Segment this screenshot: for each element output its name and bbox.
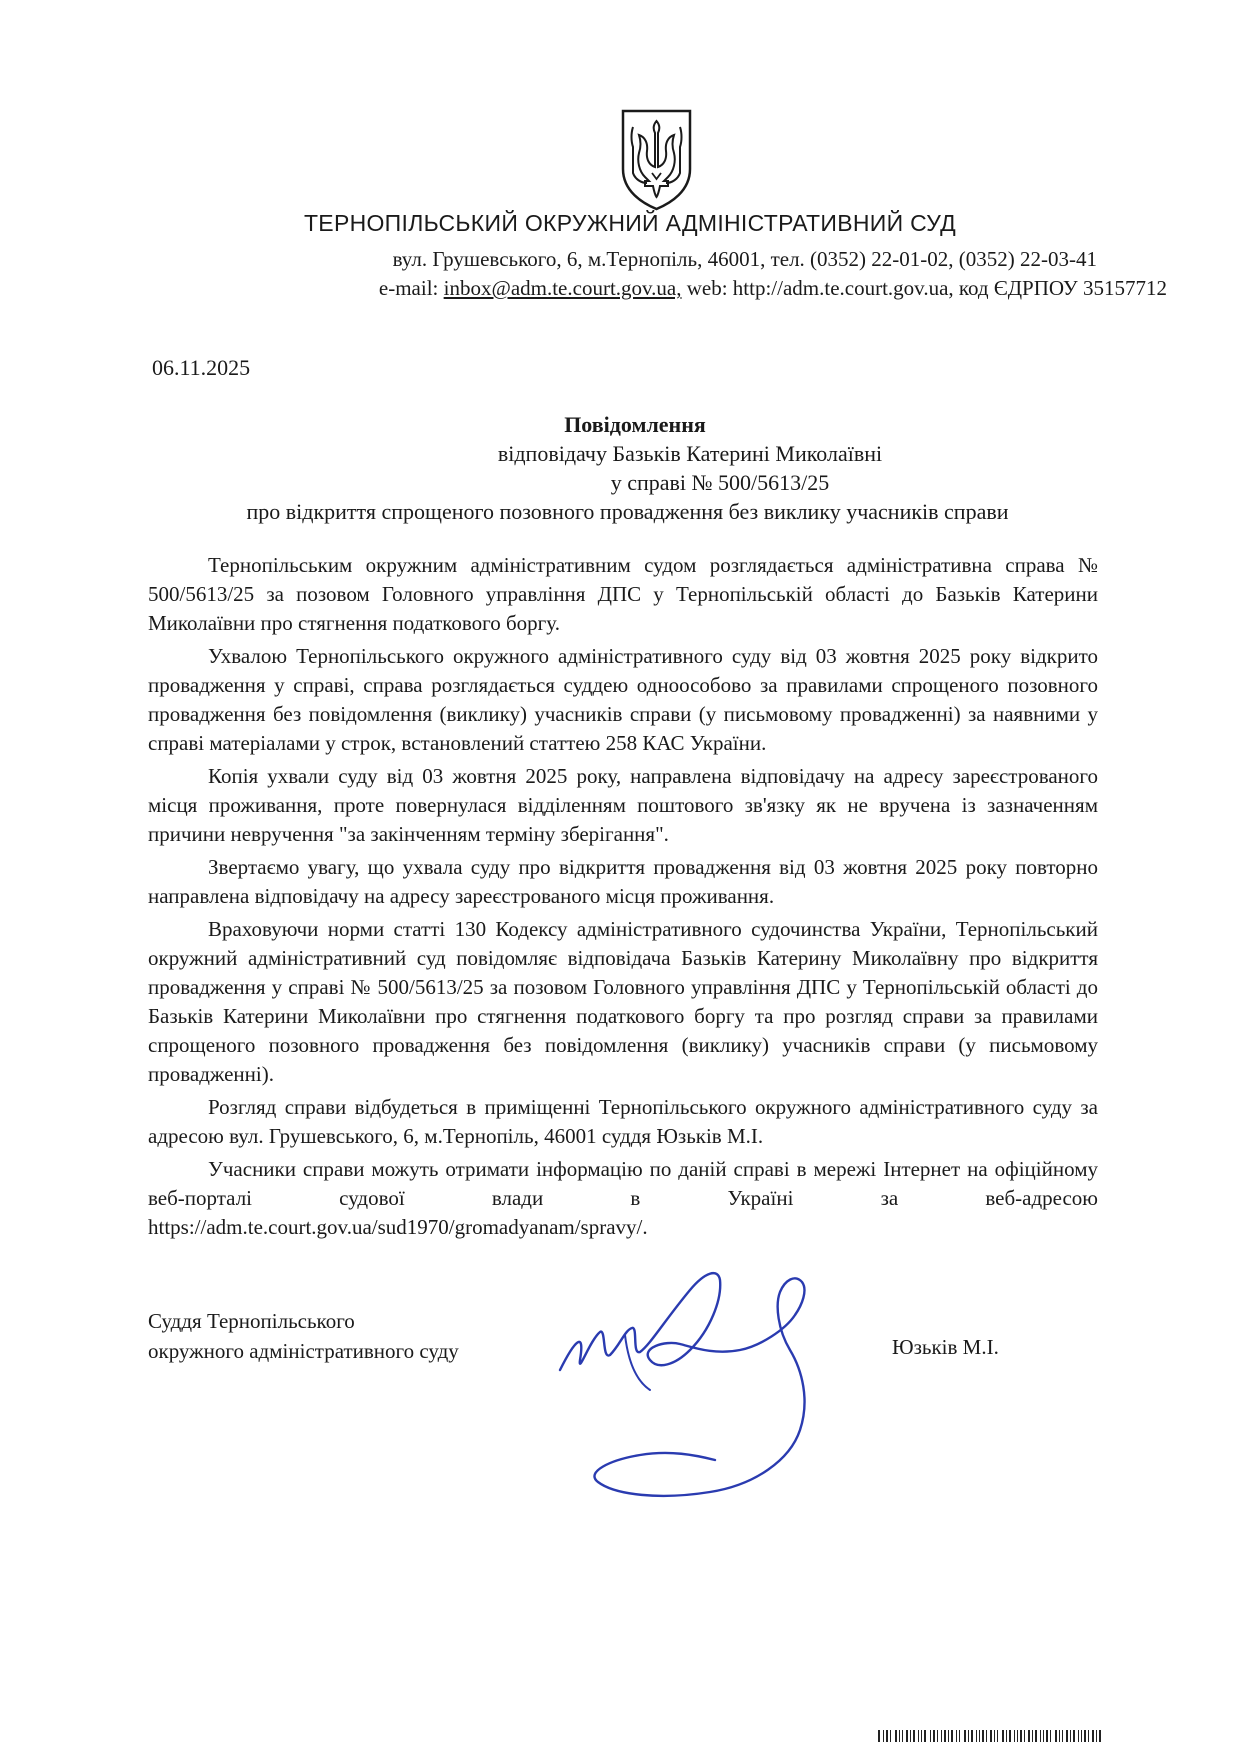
paragraph: Звертаємо увагу, що ухвала суду про відкриття провадження від 03 жовтня 2025 року повторно направлена відповідачу на адресу зареєстрованого місця проживання. <box>148 855 1098 908</box>
paragraph: Тернопільським окружним адміністративним судом розглядається адміністративна справа № 500/5613/25 за позовом Головного управління ДПС у Тернопільській області до Базьків Катерини Миколаївни про стягнення податкового боргу. <box>148 553 1098 635</box>
court-address: вул. Грушевського, 6, м.Тернопіль, 46001, тел. (0352) 22-01-02, (0352) 22-03-41 <box>392 247 1097 271</box>
notice-title-block <box>0 410 1240 526</box>
paragraph: Враховуючи норми статті 130 Кодексу адміністративного судочинства України, Тернопільський окружний адміністративний суд повідомляє відповідача Базьків Катерину Миколаївну про відкриття провадження у справі № 500/5613/25 за позовом Головного управління ДПС у Тернопільській області до Базьків Катерини Миколаївни про стягнення податкового боргу та про розгляд справи за правилами спрощеного позовного провадження без повідомлення (виклику) учасників справи (у письмовому провадженні). <box>148 917 1098 1086</box>
barcode <box>878 1730 1198 1742</box>
judge-position <box>148 1306 459 1366</box>
email-label: e-mail: <box>378 276 444 300</box>
judge-position-line: окружного адміністративного суду <box>148 1339 459 1363</box>
email-link[interactable]: inbox@adm.te.court.gov.ua, <box>443 276 682 300</box>
notice-recipient: відповідачу Базьків Катерині Миколаївні <box>497 441 883 466</box>
paragraph: Учасники справи можуть отримати інформацію по даній справі в мережі Інтернет на офіційному веб-порталі судової влади в Україні за веб-адресою https://adm.te.court.gov.ua/sud1970/gromadyanam/spravy/. <box>148 1157 1098 1239</box>
paragraph: Розгляд справи відбудеться в приміщенні Тернопільського окружного адміністративного суду за адресою вул. Грушевського, 6, м.Тернопіль, 46001 суддя Юзьків М.І. <box>148 1095 1098 1148</box>
paragraph: Ухвалою Тернопільського окружного адміністративного суду від 03 жовтня 2025 року відкрито провадження у справі, справа розглядається суддею одноособово за правилами спрощеного позовного провадження без повідомлення (виклику) учасників справи (у письмовому провадженні) за наявними у справі матеріалами у строк, встановлений статтею 258 КАС України. <box>148 644 1098 755</box>
paragraph: Копія ухвали суду від 03 жовтня 2025 року, направлена відповідачу на адресу зареєстрованого місця проживання, проте повернулася відділенням поштового зв'язку як не вручена із зазначенням причини невручення "за закінченням терміну зберігання". <box>148 764 1098 846</box>
notice-heading: Повідомлення <box>564 412 706 437</box>
judge-name: Юзьків М.І. <box>892 1335 999 1359</box>
notice-subject: про відкриття спрощеного позовного провадження без виклику учасників справи <box>246 499 1009 524</box>
handwritten-signature <box>540 1260 840 1510</box>
document-date: 06.11.2025 <box>152 355 251 380</box>
court-contacts <box>379 276 1167 301</box>
notice-body <box>148 551 1098 1242</box>
court-name: ТЕРНОПІЛЬСЬКИЙ ОКРУЖНИЙ АДМІНІСТРАТИВНИЙ СУД <box>303 210 957 236</box>
notice-case-number: у справі № 500/5613/25 <box>610 470 830 495</box>
judge-position-line: Суддя Тернопільського <box>148 1309 355 1333</box>
coat-of-arms-icon <box>619 107 694 212</box>
web-and-code: web: http://adm.te.court.gov.ua, код ЄДРПОУ 35157712 <box>681 276 1167 300</box>
